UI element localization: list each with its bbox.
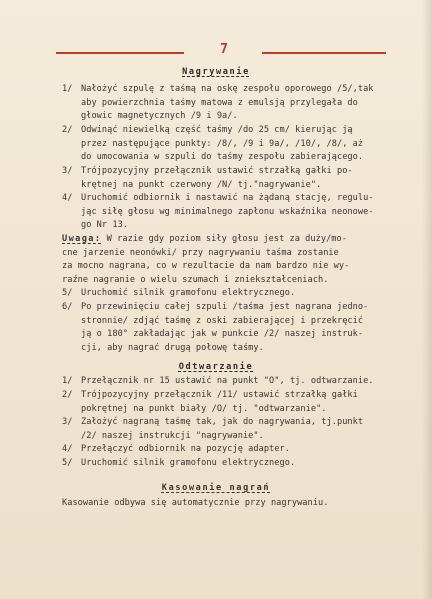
recording-note <box>62 233 392 287</box>
page-number: 7 <box>220 42 228 57</box>
item-text: Przełączyć odbiornik na pozycję adapter. <box>81 444 290 454</box>
recording-item-3 <box>62 165 392 192</box>
recording-item-6 <box>62 301 392 355</box>
playback-item-3 <box>62 416 392 443</box>
item-number: 3/ <box>62 166 73 176</box>
recording-item-4 <box>62 192 392 233</box>
item-number: 4/ <box>62 193 73 203</box>
recording-item-1 <box>62 83 392 124</box>
erasing-text: Kasowanie odbywa się automatycznie przy nagrywaniu. <box>62 498 329 508</box>
recording-item-2 <box>62 124 392 165</box>
note-text: W razie gdy poziom siły głosu jest za duży/mo- cne jarzenie neonówki/ przy nagrywaniu taśma zostanie za mocno nagrana, co w rezultacie da nam bardzo nie wy- raźne nagranie o wielu szumach i zniekształceniach. <box>62 234 350 285</box>
item-number: 1/ <box>62 84 73 94</box>
playback-item-2 <box>62 389 392 416</box>
section-heading-recording: Nagrywanie <box>182 67 250 77</box>
item-text: Uruchomić silnik gramofonu elektrycznego. <box>81 288 296 298</box>
playback-item-5 <box>62 457 392 471</box>
item-text: Nałożyć szpulę z taśmą na oskę zespołu oporowego /5/,tak aby powierzchnia taśmy matowa z emulsją przylegała do głowic magnetycznych /9 i 9a/. <box>81 84 374 121</box>
recording-item-5 <box>62 287 392 301</box>
item-number: 2/ <box>62 125 73 135</box>
item-number: 6/ <box>62 302 73 312</box>
item-text: Uruchomić odbiornik i nastawić na żądaną stację, regulu- jąc siłę głosu wg minimalnego zapłonu wskaźnika neonowe- go Nr 13. <box>81 193 374 230</box>
item-number: 1/ <box>62 376 73 386</box>
item-text: Po przewinięciu całej szpuli /taśma jest nagrana jedno- stronnie/ zdjąć taśmę z oski zabierającej i przekręcić ją o 180° zakładając jak w punkcie /2/ naszej instruk- cji, aby nagrać drugą połowę taśmy. <box>81 302 369 353</box>
item-number: 3/ <box>62 417 73 427</box>
item-text: Odwinąć niewielką część taśmy /do 25 cm/ kierując ją przez następujące punkty: /8/, /9 i 9a/, /10/, /8/, aż do umocowania w szpuli do taśmy zespołu zabierającego. <box>81 125 364 162</box>
item-text: Uruchomić silnik gramofonu elektrycznego. <box>81 458 296 468</box>
item-number: 4/ <box>62 444 73 454</box>
item-text: Założyć nagraną taśmę tak, jak do nagrywania, tj.punkt /2/ naszej instrukcji "nagrywanie". <box>81 417 364 441</box>
item-text: Trójpozycyjny przełącznik /11/ ustawić strzałką gałki pokrętnej na punkt biały /O/ tj. "odtwarzanie". <box>81 390 358 414</box>
playback-item-1 <box>62 375 392 389</box>
item-number: 5/ <box>62 458 73 468</box>
item-number: 2/ <box>62 390 73 400</box>
section-heading-playback: Odtwarzanie <box>178 362 254 372</box>
note-label: Uwaga: <box>62 234 102 244</box>
playback-item-4 <box>62 443 392 457</box>
item-text: Trójpozycyjny przełącznik ustawić strzałką gałki po- krętnej na punkt czerwony /N/ tj."nagrywanie". <box>81 166 353 190</box>
item-text: Przełącznik nr 15 ustawić na punkt "O", tj. odtwarzanie. <box>81 376 374 386</box>
section-heading-erasing: Kasowanie nagrań <box>161 483 271 493</box>
item-number: 5/ <box>62 288 73 298</box>
